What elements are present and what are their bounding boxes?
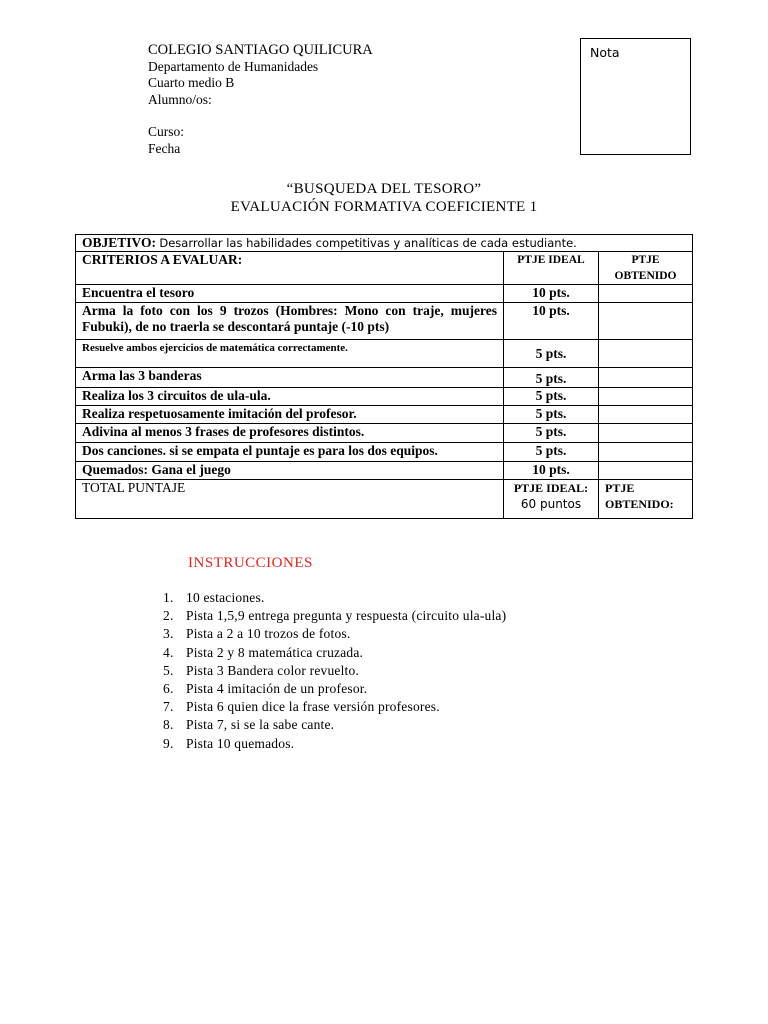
table-row (76, 388, 693, 406)
item-number: 4. (163, 644, 174, 660)
list-item (163, 680, 506, 698)
total-row (76, 480, 693, 519)
document-title: “BUSQUEDA DEL TESORO” (286, 181, 482, 197)
instructions-title: INSTRUCCIONES (188, 555, 313, 571)
obtained-points-cell[interactable] (599, 340, 693, 368)
rubric-header-row (76, 252, 693, 285)
obtained-header (599, 252, 693, 285)
spacer (148, 108, 373, 124)
obtained-header-line2: OBTENIDO (614, 270, 677, 282)
rubric-table (75, 234, 693, 519)
department-name: Departamento de Humanidades (148, 58, 319, 74)
ideal-points-cell: 5 pts. (504, 368, 599, 388)
grade-level: Cuarto medio B (148, 75, 235, 90)
item-number: 7. (163, 699, 174, 715)
ideal-points-cell: 10 pts. (504, 285, 599, 303)
obtained-points-cell[interactable] (599, 368, 693, 388)
total-ideal-label: PTJE IDEAL: (513, 481, 589, 495)
list-item (163, 698, 506, 716)
item-number: 8. (163, 717, 174, 733)
total-obtained-line1: PTJE (605, 481, 635, 495)
table-row (76, 285, 693, 303)
item-text: Pista 4 imitación de un profesor. (186, 680, 368, 696)
ideal-points-cell: 10 pts. (504, 462, 599, 480)
item-number: 3. (163, 626, 174, 642)
ideal-points-cell: 10 pts. (504, 303, 599, 340)
list-item (163, 716, 506, 734)
total-ideal-value: 60 puntos (520, 497, 582, 511)
table-row (76, 368, 693, 388)
table-row (76, 462, 693, 480)
obtained-points-cell[interactable] (599, 424, 693, 443)
ideal-points-cell: 5 pts. (504, 443, 599, 462)
obtained-points-cell[interactable] (599, 303, 693, 340)
criterion-cell: Encuentra el tesoro (76, 285, 504, 303)
total-obtained-line2: OBTENIDO: (605, 497, 674, 511)
item-text: Pista a 2 a 10 trozos de fotos. (186, 626, 351, 642)
list-item (163, 625, 506, 643)
objective-text: Desarrollar las habilidades competitivas y analíticas de cada estudiante. (159, 236, 577, 250)
objective-label: OBJETIVO: (82, 235, 156, 250)
obtained-header-line1: PTJE (631, 254, 660, 266)
item-number: 2. (163, 608, 174, 624)
criterion-cell: Realiza los 3 circuitos de ula-ula. (76, 388, 504, 406)
grade-box (580, 38, 691, 155)
objective-cell (76, 235, 693, 252)
obtained-points-cell[interactable] (599, 462, 693, 480)
obtained-points-cell[interactable] (599, 285, 693, 303)
ideal-points-cell: 5 pts. (504, 406, 599, 424)
criterion-cell: Resuelve ambos ejercicios de matemática correctamente. (76, 340, 504, 368)
criterion-cell: Quemados: Gana el juego (76, 462, 504, 480)
criterion-cell: Arma las 3 banderas (76, 368, 504, 388)
item-text: Pista 2 y 8 matemática cruzada. (186, 644, 364, 660)
date-label: Fecha (148, 140, 181, 156)
item-text: 10 estaciones. (186, 590, 265, 605)
total-ideal-cell (504, 480, 599, 519)
item-number: 1. (163, 590, 174, 605)
list-item (163, 735, 506, 753)
ideal-points-cell: 5 pts. (504, 424, 599, 443)
instructions-list (163, 589, 506, 753)
item-number: 6. (163, 680, 174, 696)
item-number: 9. (163, 735, 174, 751)
total-label: TOTAL PUNTAJE (76, 480, 504, 519)
total-obtained-cell[interactable] (599, 480, 693, 519)
ideal-points-cell: 5 pts. (504, 388, 599, 406)
criterion-cell: Dos canciones. si se empata el puntaje es para los dos equipos. (76, 443, 504, 462)
list-item (163, 589, 506, 607)
criteria-header: CRITERIOS A EVALUAR: (76, 252, 504, 285)
document-subtitle: EVALUACIÓN FORMATIVA COEFICIENTE 1 (230, 199, 538, 215)
criterion-cell: Adivina al menos 3 frases de profesores distintos. (76, 424, 504, 443)
course-label: Curso: (148, 124, 185, 139)
list-item (163, 662, 506, 680)
table-row (76, 303, 693, 340)
table-row (76, 443, 693, 462)
table-row (76, 406, 693, 424)
obtained-points-cell[interactable] (599, 406, 693, 424)
grade-box-label: Nota (590, 45, 620, 60)
item-number: 5. (163, 662, 174, 678)
table-row (76, 424, 693, 443)
list-item (163, 644, 506, 662)
obtained-points-cell[interactable] (599, 443, 693, 462)
obtained-points-cell[interactable] (599, 388, 693, 406)
item-text: Pista 6 quien dice la frase versión profesores. (186, 699, 440, 715)
criterion-cell: Arma la foto con los 9 trozos (Hombres: Mono con traje, mujeres Fubuki), de no traerla se descontará puntaje (-10 pts) (76, 303, 504, 340)
ideal-header: PTJE IDEAL (504, 252, 599, 285)
ideal-points-cell: 5 pts. (504, 340, 599, 368)
item-text: Pista 7, si se la sabe cante. (186, 717, 335, 733)
students-label: Alumno/os: (148, 91, 212, 107)
table-row (76, 340, 693, 368)
objective-row (76, 235, 693, 252)
school-name: COLEGIO SANTIAGO QUILICURA (148, 42, 373, 58)
item-text: Pista 3 Bandera color revuelto. (186, 662, 360, 678)
item-text: Pista 10 quemados. (186, 735, 295, 751)
list-item (163, 607, 506, 625)
criterion-cell: Realiza respetuosamente imitación del profesor. (76, 406, 504, 424)
header-block (148, 42, 373, 157)
item-text: Pista 1,5,9 entrega pregunta y respuesta (circuito ula-ula) (186, 608, 507, 624)
